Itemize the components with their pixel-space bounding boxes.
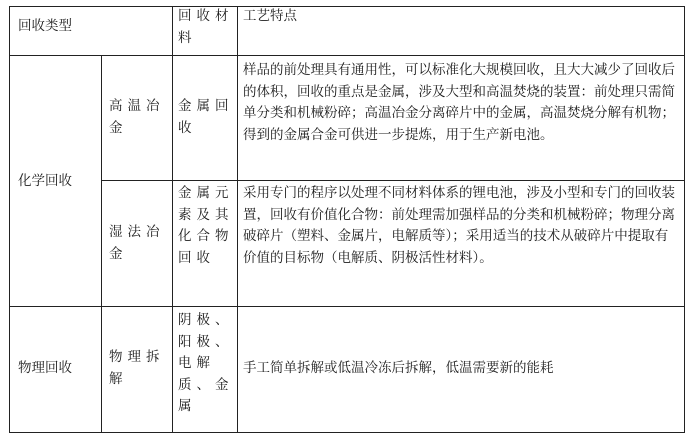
pyrometallurgy-method: 高温冶金 [109,98,165,136]
chemical-physical-divider [9,306,684,307]
subcategory-divider [101,55,102,433]
table-border-bottom [9,432,684,433]
pyrometallurgy-description: 样品的前处理具有通用性，可以标准化大规模回收，且大大减少了回收后的体积，回收的重点是金属，涉及大型和高温焚烧的装置：前处理只需简单分类和机械粉碎；高温冶金分离碎片中的金属，高温焚烧分解有机物；得到的金属合金可供进一步提炼，用于生产新电池。 [243,62,675,143]
physical-disassembly-material: 阴极、阳极、电解质、金属 [178,312,234,414]
header-material: 回收材料 [178,8,234,46]
hydrometallurgy-material: 金属元素及其化合物回收 [178,185,234,266]
pyro-hydro-divider [101,180,684,181]
hydrometallurgy-description: 采用专门的程序以处理不同材料体系的锂电池，涉及小型和专门的回收装置，回收有价值化合物：前处理需加强样品的分类和机械粉碎；物理分离破碎片（塑料、金属片，电解质等）；采用适当的技术从破碎片中提取有价值的目标物（电解质、阴极活性材料）。 [243,185,675,266]
chemical-recycling-label: 化学回收 [18,173,72,189]
physical-disassembly-method: 物理拆解 [109,349,165,387]
hydrometallurgy-method: 湿法冶金 [109,224,165,262]
header-divider [9,55,684,56]
header-features: 工艺特点 [243,8,297,24]
physical-disassembly-description: 手工简单拆解或低温冷冻后拆解，低温需要新的能耗 [243,360,554,376]
header-category: 回收类型 [18,18,72,34]
table-border-right [684,6,685,433]
physical-recycling-label: 物理回收 [18,360,72,376]
table-border-top [9,6,684,7]
table-border-left [9,6,10,433]
pyrometallurgy-material: 金属回收 [178,98,234,136]
